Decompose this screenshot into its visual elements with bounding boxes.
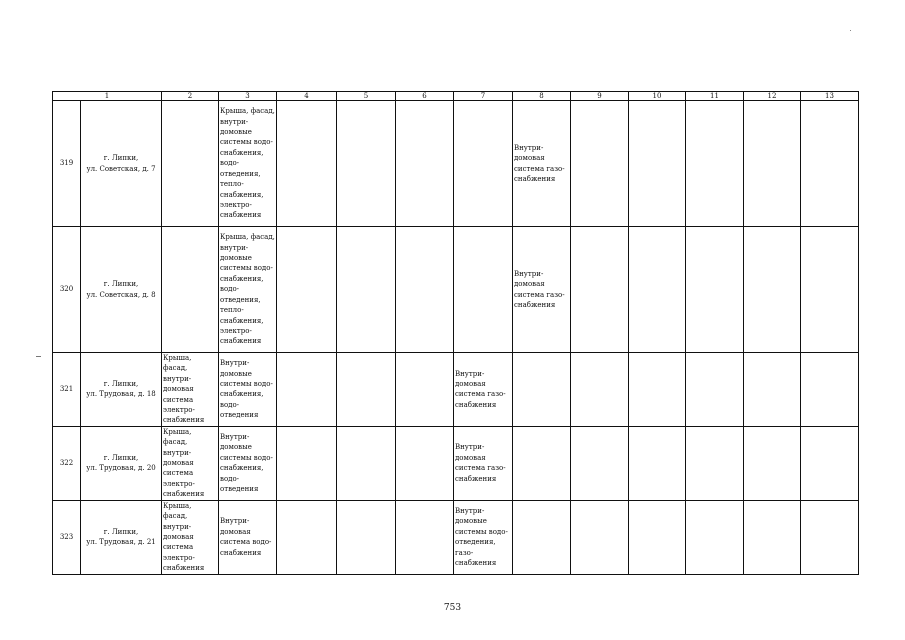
cell-col3: Внутри- домовые системы водо- снабжения, водо- отведения — [219, 426, 277, 500]
header-cell: 13 — [801, 92, 859, 101]
cell-col12 — [744, 101, 801, 227]
cell-col11 — [686, 227, 744, 353]
cell-col7: Внутри- домовая система газо- снабжения — [454, 426, 513, 500]
cell-col13 — [801, 426, 859, 500]
row-number: 319 — [53, 101, 81, 227]
scan-mark — [36, 356, 41, 357]
cell-col12 — [744, 353, 801, 427]
header-cell: 4 — [277, 92, 337, 101]
cell-col12 — [744, 426, 801, 500]
cell-col2: Крыша, фасад, внутри- домовая система электро- снабжения — [162, 426, 219, 500]
cell-col10 — [629, 500, 686, 574]
header-cell: 3 — [219, 92, 277, 101]
cell-col2: Крыша, фасад, внутри- домовая система электро- снабжения — [162, 353, 219, 427]
header-cell: 1 — [53, 92, 162, 101]
cell-col11 — [686, 500, 744, 574]
cell-col13 — [801, 101, 859, 227]
header-cell: 5 — [337, 92, 396, 101]
cell-col5 — [337, 500, 396, 574]
cell-col11 — [686, 353, 744, 427]
cell-col12 — [744, 227, 801, 353]
header-cell: 11 — [686, 92, 744, 101]
cell-col4 — [277, 101, 337, 227]
cell-col5 — [337, 353, 396, 427]
row-number: 320 — [53, 227, 81, 353]
cell-col6 — [396, 227, 454, 353]
cell-col6 — [396, 353, 454, 427]
cell-col8 — [513, 426, 571, 500]
cell-col8: Внутри- домовая система газо- снабжения — [513, 101, 571, 227]
table-row — [53, 227, 859, 353]
cell-col10 — [629, 227, 686, 353]
cell-col11 — [686, 101, 744, 227]
cell-col9 — [571, 426, 629, 500]
cell-col6 — [396, 426, 454, 500]
cell-col10 — [629, 101, 686, 227]
cell-col6 — [396, 101, 454, 227]
header-cell: 10 — [629, 92, 686, 101]
page-number: 753 — [443, 603, 462, 613]
row-number: 323 — [53, 500, 81, 574]
table-row — [53, 500, 859, 574]
cell-col3: Внутри- домовые системы водо- снабжения, водо- отведения — [219, 353, 277, 427]
cell-col4 — [277, 227, 337, 353]
cell-col3: Внутри- домовая система водо- снабжения — [219, 500, 277, 574]
cell-col6 — [396, 500, 454, 574]
cell-col13 — [801, 353, 859, 427]
row-address: г. Липки, ул. Трудовая, д. 18 — [81, 353, 162, 427]
row-address: г. Липки, ул. Трудовая, д. 21 — [81, 500, 162, 574]
cell-col7: Внутри- домовые системы водо- отведения, газо- снабжения — [454, 500, 513, 574]
cell-col5 — [337, 426, 396, 500]
cell-col7: Внутри- домовая система газо- снабжения — [454, 353, 513, 427]
row-address: г. Липки, ул. Советская, д. 7 — [81, 101, 162, 227]
cell-col11 — [686, 426, 744, 500]
cell-col3: Крыша, фасад, внутри- домовые системы водо- снабжения, водо- отведения, тепло- снабжения, электро- снабжения — [219, 101, 277, 227]
cell-col2 — [162, 101, 219, 227]
cell-col8 — [513, 500, 571, 574]
table-row — [53, 426, 859, 500]
cell-col13 — [801, 500, 859, 574]
header-cell: 8 — [513, 92, 571, 101]
cell-col4 — [277, 426, 337, 500]
cell-col8: Внутри- домовая система газо- снабжения — [513, 227, 571, 353]
row-address: г. Липки, ул. Советская, д. 8 — [81, 227, 162, 353]
cell-col9 — [571, 227, 629, 353]
cell-col10 — [629, 426, 686, 500]
cell-col7 — [454, 227, 513, 353]
row-number: 322 — [53, 426, 81, 500]
cell-col2 — [162, 227, 219, 353]
row-number: 321 — [53, 353, 81, 427]
cell-col9 — [571, 101, 629, 227]
row-address: г. Липки, ул. Трудовая, д. 20 — [81, 426, 162, 500]
scan-dot — [850, 30, 851, 31]
cell-col10 — [629, 353, 686, 427]
header-cell: 12 — [744, 92, 801, 101]
cell-col4 — [277, 500, 337, 574]
cell-col7 — [454, 101, 513, 227]
header-cell: 9 — [571, 92, 629, 101]
header-cell: 7 — [454, 92, 513, 101]
repair-schedule-table — [52, 91, 859, 575]
cell-col3: Крыша, фасад, внутри- домовые системы водо- снабжения, водо- отведения, тепло- снабжения, электро- снабжения — [219, 227, 277, 353]
header-cell: 2 — [162, 92, 219, 101]
header-row — [53, 92, 859, 101]
cell-col9 — [571, 500, 629, 574]
cell-col4 — [277, 353, 337, 427]
cell-col2: Крыша, фасад, внутри- домовая система электро- снабжения — [162, 500, 219, 574]
cell-col5 — [337, 227, 396, 353]
cell-col9 — [571, 353, 629, 427]
cell-col13 — [801, 227, 859, 353]
cell-col12 — [744, 500, 801, 574]
cell-col8 — [513, 353, 571, 427]
table-row — [53, 353, 859, 427]
header-cell: 6 — [396, 92, 454, 101]
cell-col5 — [337, 101, 396, 227]
table-row — [53, 101, 859, 227]
